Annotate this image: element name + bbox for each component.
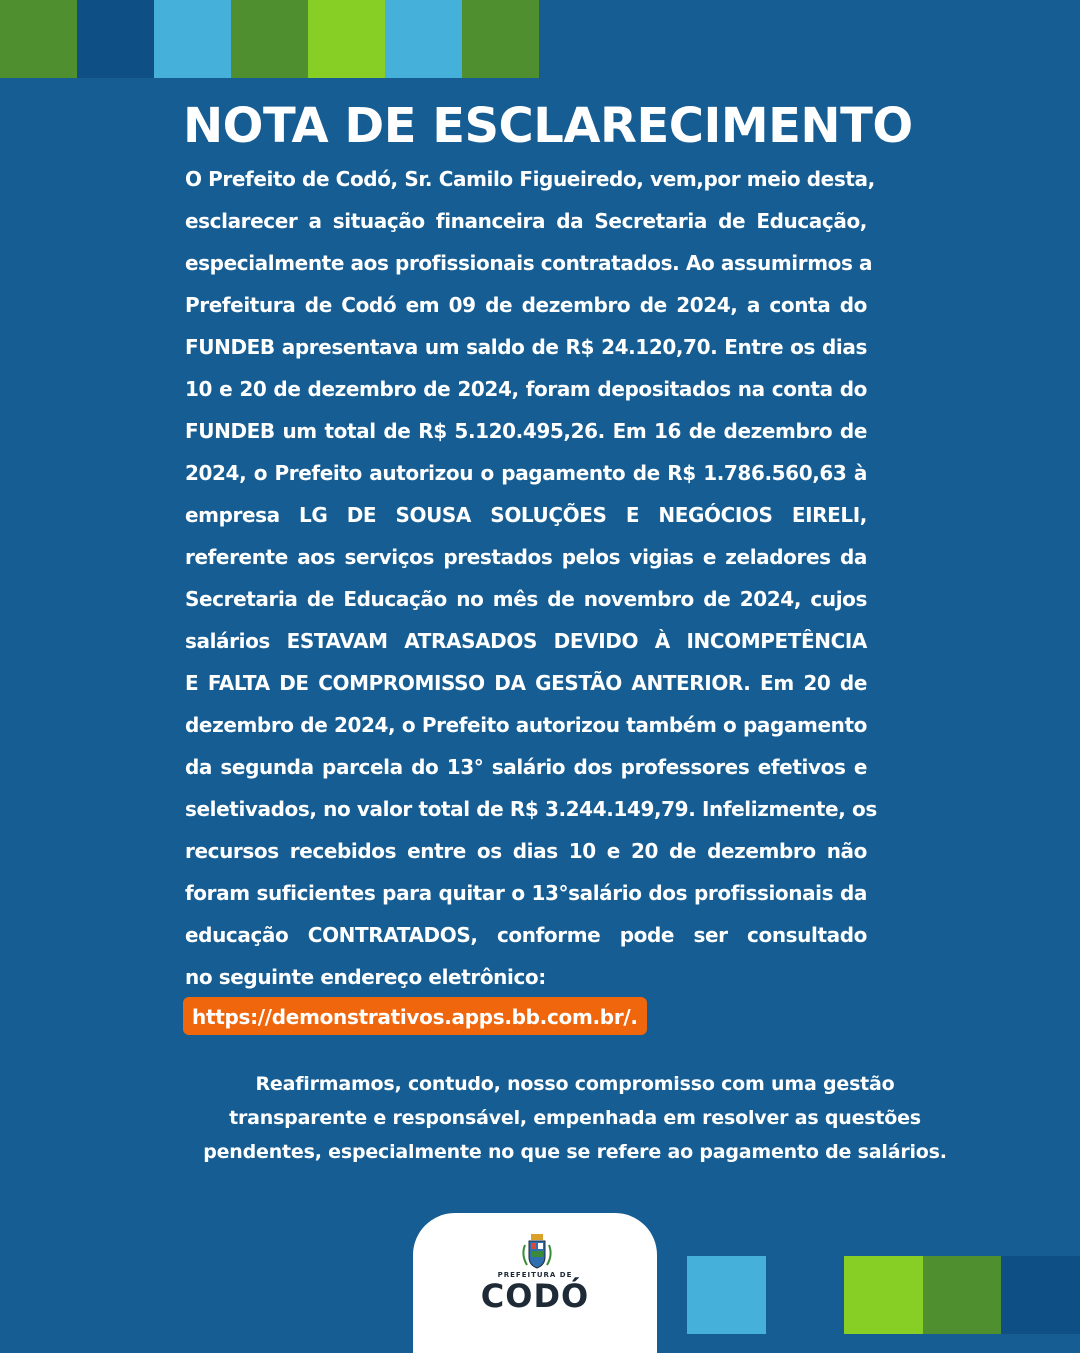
color-block (231, 0, 308, 78)
body-line: empresa LG DE SOUSA SOLUÇÕES E NEGÓCIOS EIRELI, (185, 503, 867, 527)
logo-name: CODÓ (480, 1277, 590, 1315)
logo-small-text: PREFEITURA DE (497, 1271, 573, 1279)
color-block (77, 0, 154, 78)
body-line: especialmente aos profissionais contratados. Ao assumirmos a (185, 251, 873, 275)
top-color-blocks (0, 0, 539, 78)
color-block (308, 0, 385, 78)
body-line: dezembro de 2024, o Prefeito autorizou também o pagamento (185, 713, 867, 737)
body-text (185, 158, 877, 998)
body-line: no seguinte endereço eletrônico: (185, 965, 546, 989)
logo-card (413, 1213, 657, 1353)
color-block (1001, 1256, 1080, 1334)
body-line: Secretaria de Educação no mês de novembro de 2024, cujos (185, 587, 867, 611)
color-block (385, 0, 462, 78)
body-line: O Prefeito de Codó, Sr. Camilo Figueiredo, vem,por meio desta, (185, 167, 875, 191)
body-line: E FALTA DE COMPROMISSO DA GESTÃO ANTERIOR. Em 20 de (185, 671, 867, 695)
closing-line: transparente e responsável, empenhada em resolver as questões (229, 1107, 921, 1129)
color-block (923, 1256, 1002, 1334)
body-line: FUNDEB um total de R$ 5.120.495,26. Em 16 de dezembro de (185, 419, 867, 443)
body-line: educação CONTRATADOS, conforme pode ser consultado (185, 923, 867, 947)
body-line: esclarecer a situação financeira da Secretaria de Educação, (185, 209, 867, 233)
color-block (0, 0, 77, 78)
body-line: 2024, o Prefeito autorizou o pagamento de R$ 1.786.560,63 à (185, 461, 867, 485)
body-line: referente aos serviços prestados pelos vigias e zeladores da (185, 545, 867, 569)
color-block (844, 1256, 923, 1334)
coat-of-arms-icon (517, 1231, 557, 1271)
bottom-color-blocks (687, 1256, 1080, 1334)
page-title: NOTA DE ESCLARECIMENTO (183, 98, 913, 154)
color-block (687, 1256, 766, 1334)
closing-line: Reafirmamos, contudo, nosso compromisso com uma gestão (255, 1073, 895, 1095)
body-line: foram suficientes para quitar o 13°salário dos profissionais da (185, 881, 867, 905)
closing-text (175, 1067, 975, 1169)
body-line: FUNDEB apresentava um saldo de R$ 24.120,70. Entre os dias (185, 335, 867, 359)
body-line: da segunda parcela do 13° salário dos professores efetivos e (185, 755, 867, 779)
body-line: salários ESTAVAM ATRASADOS DEVIDO À INCOMPETÊNCIA (185, 629, 867, 653)
body-line: 10 e 20 de dezembro de 2024, foram depositados na conta do (185, 377, 867, 401)
closing-line: pendentes, especialmente no que se refere ao pagamento de salários. (203, 1141, 947, 1163)
link-demonstrativos[interactable]: https://demonstrativos.apps.bb.com.br/. (183, 997, 647, 1035)
body-line: seletivados, no valor total de R$ 3.244.149,79. Infelizmente, os (185, 797, 877, 821)
body-line: Prefeitura de Codó em 09 de dezembro de 2024, a conta do (185, 293, 867, 317)
body-line: recursos recebidos entre os dias 10 e 20 de dezembro não (185, 839, 867, 863)
color-block (154, 0, 231, 78)
color-block (766, 1256, 845, 1334)
color-block (462, 0, 539, 78)
